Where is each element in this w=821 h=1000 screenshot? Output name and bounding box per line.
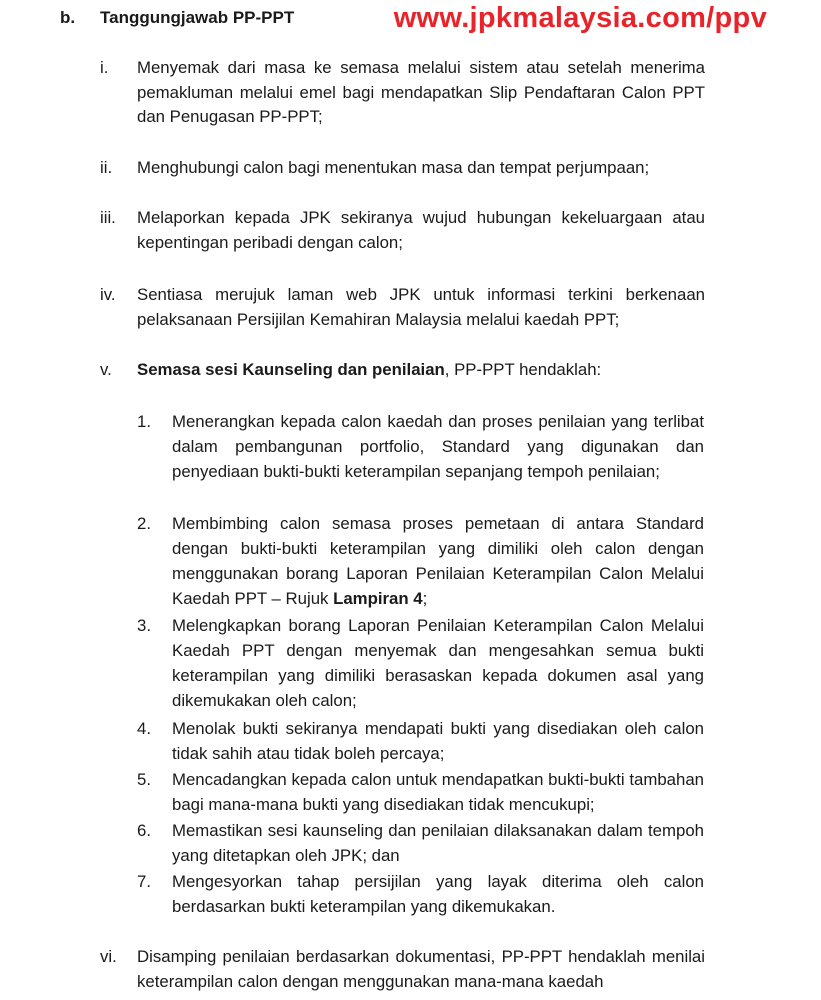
- item-numeral: iii.: [100, 208, 116, 227]
- watermark-url: www.jpkmalaysia.com/ppv: [393, 2, 767, 34]
- subitem-text-tail: ;: [422, 589, 428, 608]
- item-text: [137, 358, 705, 383]
- subitem-text: Memastikan sesi kaunseling dan penilaian dilaksanakan dalam tempoh yang ditetapkan oleh JPK; dan: [172, 821, 704, 865]
- subitem-text: [172, 511, 704, 611]
- subitem-number: 1.: [137, 412, 151, 431]
- item-text: Disamping penilaian berdasarkan dokumentasi, PP-PPT hendaklah menilai keterampilan calon dengan menggunakan mana-mana kaedah: [137, 947, 705, 991]
- item-numeral: vi.: [100, 947, 117, 966]
- subitem-number: 3.: [137, 616, 151, 635]
- item-text: Menghubungi calon bagi menentukan masa dan tempat perjumpaan;: [137, 158, 650, 177]
- subitem-text: Menerangkan kepada calon kaedah dan proses penilaian yang terlibat dalam pembangunan portfolio, Standard yang digunakan dan penyediaan bukti-bukti keterampilan sepanjang tempoh penilaian;: [172, 412, 704, 481]
- subitem-bold-ref: Lampiran 4: [333, 589, 423, 608]
- subitem-text: Menolak bukti sekiranya mendapati bukti yang disediakan oleh calon tidak sahih atau tidak boleh percaya;: [172, 719, 704, 763]
- subitem-number: 5.: [137, 770, 151, 789]
- section-title: Tanggungjawab PP-PPT: [100, 8, 295, 27]
- subitem-text: Mengesyorkan tahap persijilan yang layak diterima oleh calon berdasarkan bukti keterampilan yang dikemukakan.: [172, 872, 704, 916]
- subitem-number: 2.: [137, 514, 151, 533]
- item-numeral: ii.: [100, 158, 113, 177]
- item-bold-text: Semasa sesi Kaunseling dan penilaian: [137, 360, 445, 379]
- subitem-text: Melengkapkan borang Laporan Penilaian Keterampilan Calon Melalui Kaedah PPT dengan menyemak dan mengesahkan semua bukti keterampilan yang dimiliki berasaskan kepada dokumen asal yang dikemukakan oleh calon;: [172, 616, 704, 710]
- item-numeral: v.: [100, 360, 112, 379]
- subitem-number: 4.: [137, 719, 151, 738]
- subitem-text-main: Membimbing calon semasa proses pemetaan di antara Standard dengan bukti-bukti keterampilan yang dimiliki oleh calon dengan menggunakan borang Laporan Penilaian Keterampilan Calon Melalui Kaedah PPT – Rujuk: [172, 514, 704, 608]
- subitem-number: 6.: [137, 821, 151, 840]
- item-rest-text: , PP-PPT hendaklah:: [444, 360, 602, 379]
- item-text: Melaporkan kepada JPK sekiranya wujud hubungan kekeluargaan atau kepentingan peribadi dengan calon;: [137, 208, 705, 252]
- item-numeral: iv.: [100, 285, 116, 304]
- item-text: Menyemak dari masa ke semasa melalui sistem atau setelah menerima pemakluman melalui emel bagi mendapatkan Slip Pendaftaran Calon PPT dan Penugasan PP-PPT;: [137, 58, 705, 127]
- section-label: b.: [60, 8, 76, 27]
- item-text: Sentiasa merujuk laman web JPK untuk informasi terkini berkenaan pelaksanaan Persijilan Kemahiran Malaysia melalui kaedah PPT;: [137, 285, 705, 329]
- item-numeral: i.: [100, 58, 109, 77]
- subitem-text: Mencadangkan kepada calon untuk mendapatkan bukti-bukti tambahan bagi mana-mana bukti yang disediakan tidak mencukupi;: [172, 770, 704, 814]
- subitem-number: 7.: [137, 872, 151, 891]
